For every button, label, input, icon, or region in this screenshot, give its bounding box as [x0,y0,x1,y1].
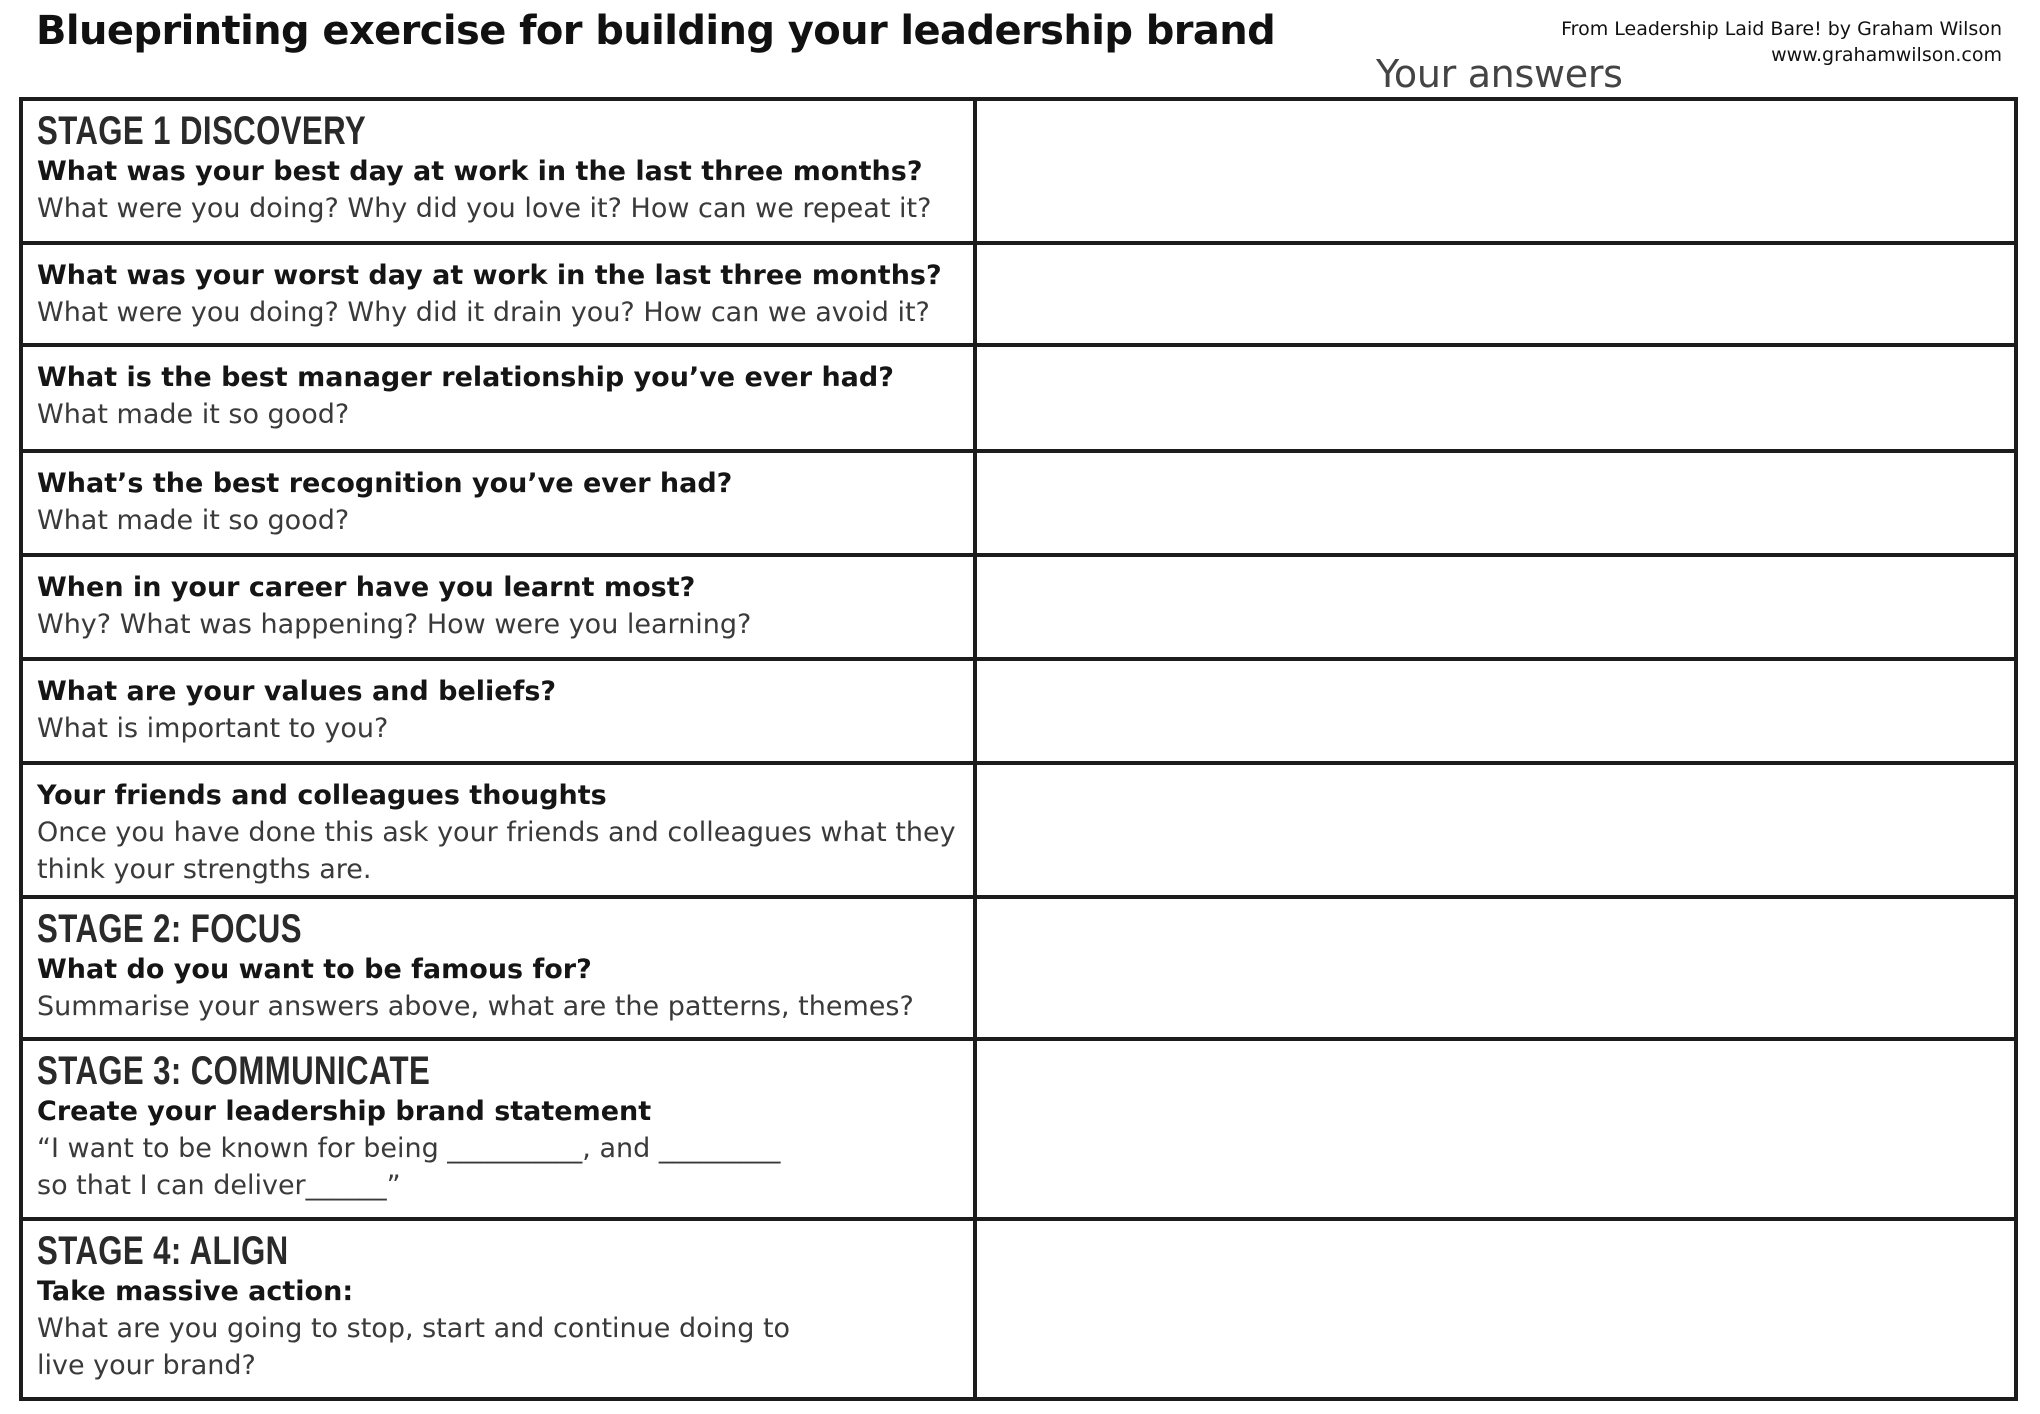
answer-cell[interactable] [975,99,2016,243]
table-row [21,1219,2016,1399]
question-text: What are your values and beliefs? [37,676,557,707]
stage-heading: STAGE 3: COMMUNICATE [37,1049,431,1093]
stage-heading: STAGE 1 DISCOVERY [37,109,367,153]
blueprint-table [19,97,2018,1401]
prompt-text: “I want to be known for being __________, and _________ so that I can deliver______” [37,1133,781,1201]
table-row [21,451,2016,555]
question-cell [21,897,975,1039]
table-row [21,659,2016,763]
question-cell [21,659,975,763]
question-text: What do you want to be famous for? [37,954,592,985]
question-text: What is the best manager relationship you’ve ever had? [37,362,894,393]
question-text: What’s the best recognition you’ve ever had? [37,468,733,499]
prompt-text: What are you going to stop, start and continue doing to live your brand? [37,1313,791,1381]
table-row [21,345,2016,451]
answer-cell[interactable] [975,659,2016,763]
stage-heading: STAGE 2: FOCUS [37,907,302,951]
question-text: Take massive action: [37,1276,354,1307]
question-text: What was your worst day at work in the last three months? [37,260,942,291]
answer-cell[interactable] [975,243,2016,345]
question-cell [21,99,975,243]
question-cell [21,451,975,555]
stage-heading: STAGE 4: ALIGN [37,1229,289,1273]
attribution-source: From Leadership Laid Bare! by Graham Wilson [1561,18,2002,40]
question-cell [21,1219,975,1399]
table-row [21,555,2016,659]
table-row [21,763,2016,897]
table-row [21,1039,2016,1219]
table-row [21,99,2016,243]
question-cell [21,1039,975,1219]
question-text: Create your leadership brand statement [37,1096,652,1127]
prompt-text: Why? What was happening? How were you learning? [37,609,752,640]
answer-cell[interactable] [975,1039,2016,1219]
attribution-website: www.grahamwilson.com [1771,44,2002,66]
prompt-text: What made it so good? [37,505,350,536]
page-title: Blueprinting exercise for building your leadership brand [36,8,1276,54]
question-cell [21,763,975,897]
answer-cell[interactable] [975,1219,2016,1399]
answer-cell[interactable] [975,451,2016,555]
question-text: What was your best day at work in the last three months? [37,156,923,187]
question-cell [21,555,975,659]
answer-cell[interactable] [975,897,2016,1039]
prompt-text: Summarise your answers above, what are the patterns, themes? [37,991,914,1022]
answer-cell[interactable] [975,345,2016,451]
question-cell [21,345,975,451]
question-text: Your friends and colleagues thoughts [37,780,607,811]
table-row [21,897,2016,1039]
answer-cell[interactable] [975,763,2016,897]
attribution [1561,16,2002,68]
prompt-text: What were you doing? Why did you love it? How can we repeat it? [37,193,932,224]
your-answers-label: Your answers [1376,52,1623,96]
prompt-text: What is important to you? [37,713,389,744]
question-text: When in your career have you learnt most? [37,572,696,603]
prompt-text: Once you have done this ask your friends and colleagues what they think your strengths are. [37,817,956,885]
question-cell [21,243,975,345]
answer-cell[interactable] [975,555,2016,659]
prompt-text: What were you doing? Why did it drain you? How can we avoid it? [37,297,930,328]
table-row [21,243,2016,345]
prompt-text: What made it so good? [37,399,350,430]
